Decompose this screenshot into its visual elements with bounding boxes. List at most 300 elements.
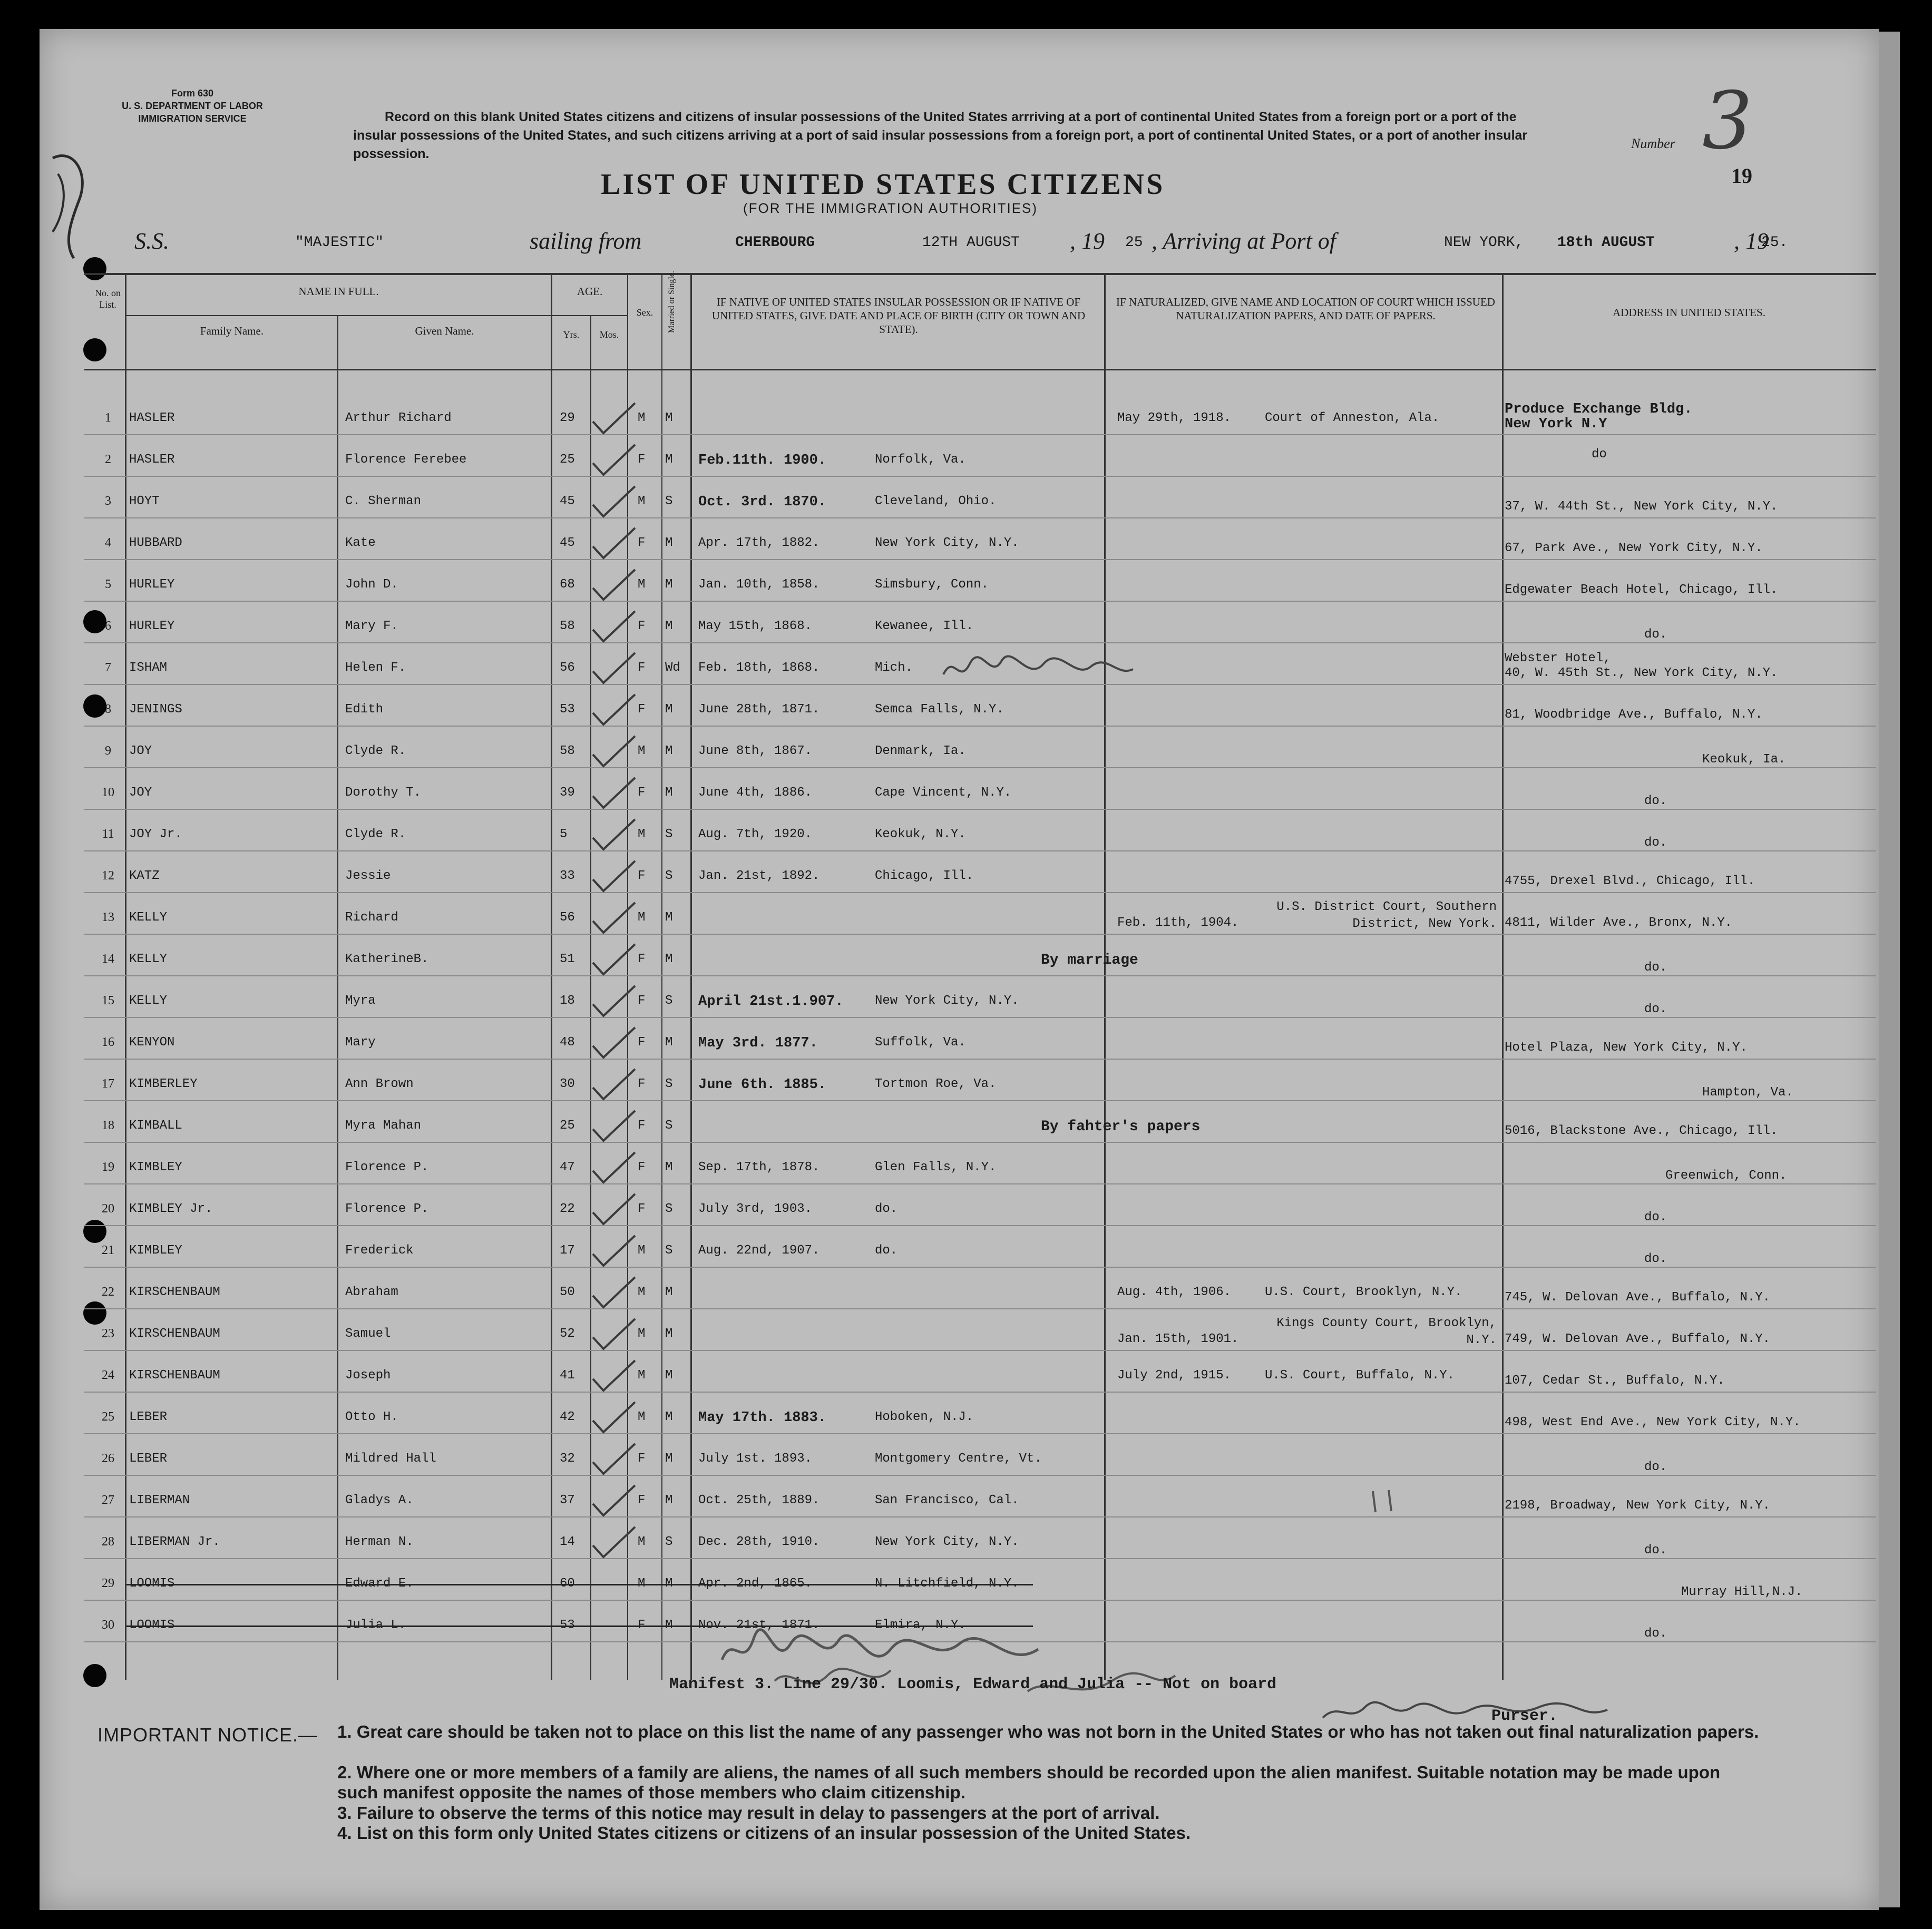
family-name: KIMBLEY [129, 1243, 182, 1258]
naturalization-date: July 2nd, 1915. [1117, 1368, 1232, 1383]
sex: F [638, 1202, 646, 1216]
row-number: 28 [102, 1535, 114, 1549]
address-line-1: do [1592, 447, 1607, 462]
given-name: C. Sherman [345, 494, 422, 508]
header-name-in-full: NAME IN FULL. [298, 285, 379, 298]
row-number: 9 [105, 744, 111, 758]
sex: F [638, 869, 646, 883]
birth-date: Jan. 21st, 1892. [698, 869, 820, 883]
given-name: John D. [345, 577, 398, 592]
arriving-label: , Arriving at Port of [1152, 228, 1336, 254]
check-mark [590, 692, 638, 729]
row-number: 19 [102, 1160, 114, 1174]
marital-status: S [665, 494, 673, 508]
given-name: KatherineB. [345, 952, 429, 966]
name-subheader-rule [126, 315, 551, 316]
sex: F [638, 702, 646, 717]
family-name: ISHAM [129, 661, 168, 675]
family-name: KIMBLEY [129, 1160, 182, 1174]
naturalization-date: Aug. 4th, 1906. [1117, 1285, 1232, 1299]
marital-status: S [665, 1535, 673, 1549]
check-mark [590, 942, 638, 978]
check-mark [590, 1524, 638, 1561]
age-years: 17 [560, 1243, 575, 1258]
address-line-1: Edgewater Beach Hotel, Chicago, Ill. [1505, 583, 1778, 597]
given-name: Gladys A. [345, 1493, 414, 1507]
age-years: 52 [560, 1327, 575, 1341]
birth-place: San Francisco, Cal. [875, 1493, 1019, 1507]
age-years: 33 [560, 869, 575, 883]
given-name: Myra [345, 994, 376, 1008]
marital-status: M [665, 1410, 673, 1424]
birth-place: Suffolk, Va. [875, 1035, 966, 1050]
birth-date: June 4th, 1886. [698, 786, 813, 800]
arrival-year: 25. [1761, 234, 1788, 251]
address-line-1: 2198, Broadway, New York City, N.Y. [1505, 1499, 1771, 1513]
age-years: 14 [560, 1535, 575, 1549]
age-years: 5 [560, 827, 568, 841]
check-mark [590, 1191, 638, 1228]
given-name: Florence Ferebee [345, 453, 467, 467]
row-number: 12 [102, 869, 114, 883]
header-married-single: Married or Single. [667, 271, 676, 333]
ship-name: "MAJESTIC" [295, 234, 384, 251]
address-line-1: 107, Cedar St., Buffalo, N.Y. [1505, 1374, 1725, 1388]
table-row-rule [84, 1059, 1876, 1060]
sex: F [638, 1493, 646, 1507]
row-number: 3 [105, 494, 111, 508]
family-name: KIRSCHENBAUM [129, 1285, 220, 1299]
naturalization-date: May 29th, 1918. [1117, 411, 1232, 425]
birth-place: Hoboken, N.J. [875, 1410, 974, 1424]
check-mark [590, 775, 638, 812]
given-name: Herman N. [345, 1535, 414, 1549]
family-name: KIMBLEY Jr. [129, 1202, 213, 1216]
birth-place: Keokuk, N.Y. [875, 827, 966, 841]
given-name: Otto H. [345, 1410, 398, 1424]
header-naturalization: IF NATURALIZED, GIVE NAME AND LOCATION OF COURT WHICH ISSUED NATURALIZATION PAPERS, AND DATE OF PAPERS. [1116, 296, 1495, 322]
table-row-rule [84, 1475, 1876, 1476]
naturalization-date: Feb. 11th, 1904. [1117, 916, 1239, 930]
handwritten-signature [711, 1612, 1186, 1718]
header-months: Mos. [599, 329, 619, 340]
marital-status: M [665, 453, 673, 467]
birth-place: New York City, N.Y. [875, 1535, 1019, 1549]
check-mark [590, 1399, 638, 1436]
given-name: Arthur Richard [345, 411, 452, 425]
header-number: No. on List. [95, 288, 121, 310]
table-row-rule [84, 850, 1876, 851]
marital-status: M [665, 1368, 673, 1383]
family-name: KELLY [129, 910, 168, 925]
age-years: 58 [560, 619, 575, 633]
age-years: 42 [560, 1410, 575, 1424]
check-mark [590, 650, 638, 687]
departure-port: CHERBOURG [735, 234, 815, 251]
form-number: Form 630 [171, 88, 214, 99]
table-row-rule [84, 434, 1876, 435]
address-line-1: do. [1644, 1543, 1667, 1558]
row-number: 14 [102, 952, 114, 966]
row-number: 8 [105, 702, 111, 716]
sex: F [638, 661, 646, 675]
marital-status: S [665, 1243, 673, 1258]
sex: M [638, 577, 646, 592]
service-name: IMMIGRATION SERVICE [138, 113, 247, 124]
handwritten-annotation-row7 [938, 648, 1138, 690]
birth-date: June 6th. 1885. [698, 1077, 827, 1093]
age-years: 25 [560, 1119, 575, 1133]
row-number: 1 [105, 411, 111, 425]
check-mark [590, 1150, 638, 1187]
back-page-edge [1879, 32, 1900, 1907]
sex: F [638, 1160, 646, 1174]
row-number: 11 [102, 827, 114, 841]
check-mark [590, 1483, 638, 1520]
row-number: 23 [102, 1327, 114, 1340]
address-line-1: Produce Exchange Bldg. [1505, 402, 1693, 417]
address-line-1: Greenwich, Conn. [1665, 1169, 1787, 1183]
col-divider [1104, 273, 1106, 1680]
family-name: HASLER [129, 453, 175, 467]
address-line-1: 5016, Blackstone Ave., Chicago, Ill. [1505, 1124, 1778, 1138]
notice-item-1: 1. Great care should be taken not to place on this list the name of any passenger who was not born in the United States or who has not taken out final naturalization papers. [337, 1722, 1759, 1741]
age-years: 47 [560, 1160, 575, 1174]
given-name: Clyde R. [345, 827, 406, 841]
birth-place: Mich. [875, 661, 913, 675]
marital-status: Wd [665, 661, 680, 675]
check-mark [590, 442, 638, 479]
row-number: 27 [102, 1493, 114, 1507]
row-number: 5 [105, 577, 111, 591]
sex: F [638, 453, 646, 467]
handwritten-margin-mark [42, 142, 100, 263]
marital-status: S [665, 1202, 673, 1216]
row-number: 21 [102, 1243, 114, 1257]
birth-date: Dec. 28th, 1910. [698, 1535, 820, 1549]
marital-status: M [665, 1160, 673, 1174]
marital-status: M [665, 577, 673, 592]
marital-status: S [665, 869, 673, 883]
family-name: LEBER [129, 1410, 168, 1424]
given-name: Frederick [345, 1243, 414, 1258]
manifest-note: Manifest 3. Line 29/30. Loomis, Edward and Julia -- Not on board [669, 1676, 1277, 1693]
page-title: LIST OF UNITED STATES CITIZENS [601, 168, 1165, 201]
family-name: HURLEY [129, 577, 175, 592]
given-name: Joseph [345, 1368, 391, 1383]
given-name: Mildred Hall [345, 1452, 436, 1466]
table-row-rule [84, 1433, 1876, 1434]
given-name: Florence P. [345, 1160, 429, 1174]
header-years: Yrs. [563, 329, 580, 340]
birth-date: Aug. 7th, 1920. [698, 827, 813, 841]
birth-date: May 15th, 1868. [698, 619, 813, 633]
birth-date: Apr. 17th, 1882. [698, 536, 820, 550]
table-row-rule [84, 892, 1876, 893]
row-number: 30 [102, 1618, 114, 1632]
marital-status: M [665, 1493, 673, 1507]
given-name: Mary F. [345, 619, 398, 633]
birth-date: May 17th. 1883. [698, 1410, 827, 1426]
sex: M [638, 910, 646, 925]
family-name: JOY Jr. [129, 827, 182, 841]
naturalization-court: U.S. Court, Buffalo, N.Y. [1265, 1368, 1455, 1383]
given-name: Florence P. [345, 1202, 429, 1216]
number-label: Number [1631, 136, 1675, 151]
table-row-rule [84, 642, 1876, 643]
table-row-rule [84, 1183, 1876, 1184]
address-line-1: 4811, Wilder Ave., Bronx, N.Y. [1505, 916, 1733, 930]
notice-item-4: 4. List on this form only United States citizens or citizens of an insular possession of the United States. [337, 1823, 1191, 1843]
address-line-1: 749, W. Delovan Ave., Buffalo, N.Y. [1505, 1332, 1771, 1346]
naturalization-court: Court of Anneston, Ala. [1265, 411, 1440, 425]
table-row-rule [84, 476, 1876, 477]
address-line-1: 37, W. 44th St., New York City, N.Y. [1505, 500, 1778, 514]
age-years: 45 [560, 536, 575, 550]
sex: F [638, 994, 646, 1008]
address-line-1: 745, W. Delovan Ave., Buffalo, N.Y. [1505, 1290, 1771, 1305]
sex: F [638, 619, 646, 633]
sex: M [638, 1535, 646, 1549]
marital-status: M [665, 1285, 673, 1299]
row-number: 20 [102, 1202, 114, 1216]
given-name: Samuel [345, 1327, 391, 1341]
table-row-rule [84, 1516, 1876, 1517]
birth-place: Cleveland, Ohio. [875, 494, 997, 508]
address-line-1: do. [1644, 628, 1667, 642]
sex: M [638, 827, 646, 841]
form-instructions: Record on this blank United States citizens and citizens of insular possessions of the United States arrriving at a port of continental United States from a foreign port or a port of the insular possessions of the United States, and such citizens arriving at a port of said insular possessions from a foreign port, a port of continental United States, or a port of another insular possession. [353, 110, 1528, 161]
check-mark [590, 525, 638, 562]
address-line-2: New York N.Y [1505, 416, 1607, 432]
table-row-rule [84, 517, 1876, 518]
address-line-1: do. [1644, 1627, 1667, 1641]
list-number: 3 [1702, 75, 1753, 167]
ss-label: S.S. [134, 228, 169, 254]
age-years: 56 [560, 910, 575, 925]
address-line-1: 4755, Drexel Blvd., Chicago, Ill. [1505, 874, 1755, 888]
check-mark [590, 983, 638, 1020]
address-line-1: do. [1644, 1460, 1667, 1474]
row-number: 18 [102, 1119, 114, 1132]
sailing-label: sailing from [530, 228, 642, 254]
birth-date: May 3rd. 1877. [698, 1035, 818, 1051]
sex: M [638, 1410, 646, 1424]
birth-place: Denmark, Ia. [875, 744, 966, 758]
check-mark [590, 1108, 638, 1145]
table-row-rule [84, 1308, 1876, 1309]
col-divider [690, 273, 692, 1680]
header-bottom-rule [84, 369, 1876, 370]
sex: F [638, 952, 646, 966]
marital-status: M [665, 411, 673, 425]
marital-status: M [665, 744, 673, 758]
given-name: Myra Mahan [345, 1119, 422, 1133]
check-mark [590, 484, 638, 521]
given-name: Kate [345, 536, 376, 550]
age-years: 37 [560, 1493, 575, 1507]
table-row-rule [84, 1142, 1876, 1143]
sex: M [638, 744, 646, 758]
header-given-name: Given Name. [415, 325, 474, 337]
birth-place: Cape Vincent, N.Y. [875, 786, 1012, 800]
row-number: 6 [105, 619, 111, 633]
row-number: 7 [105, 661, 111, 674]
family-name: KENYON [129, 1035, 175, 1050]
col-divider [661, 273, 662, 1680]
check-mark [590, 400, 638, 437]
birth-date: Jan. 10th, 1858. [698, 577, 820, 592]
notice-item-3: 3. Failure to observe the terms of this notice may result in delay to passengers at the port of arrival. [337, 1803, 1160, 1823]
marital-status: M [665, 619, 673, 633]
table-row-rule [84, 1600, 1876, 1601]
given-name: Clyde R. [345, 744, 406, 758]
table-row-rule [84, 767, 1876, 768]
table-row-rule [84, 1392, 1876, 1393]
address-line-1: 67, Park Ave., New York City, N.Y. [1505, 541, 1763, 555]
family-name: JOY [129, 786, 152, 800]
check-mark [590, 1316, 638, 1353]
check-mark [590, 900, 638, 937]
family-name: KIRSCHENBAUM [129, 1368, 220, 1383]
family-name: LIBERMAN Jr. [129, 1535, 220, 1549]
col-divider [1502, 273, 1504, 1680]
given-name: Edith [345, 702, 384, 717]
sex: F [638, 1452, 646, 1466]
naturalization-court: U.S. District Court, Southern District, New York. [1276, 900, 1497, 931]
age-years: 58 [560, 744, 575, 758]
birth-place: do. [875, 1202, 898, 1216]
address-line-2: 40, W. 45th St., New York City, N.Y. [1505, 666, 1778, 680]
family-name: KIRSCHENBAUM [129, 1327, 220, 1341]
page-subtitle: (FOR THE IMMIGRATION AUTHORITIES) [743, 200, 1038, 216]
table-row-rule [84, 1017, 1876, 1018]
age-years: 68 [560, 577, 575, 592]
row-number: 26 [102, 1452, 114, 1465]
table-row-rule [84, 1558, 1876, 1559]
arrival-port: NEW YORK, [1444, 234, 1524, 251]
strike-through-line [126, 1584, 1033, 1585]
header-sex: Sex. [636, 307, 653, 318]
row-number: 15 [102, 994, 114, 1007]
departure-year-prefix: , 19 [1070, 228, 1105, 254]
table-row-rule [84, 809, 1876, 810]
punch-hole [83, 1220, 106, 1243]
marital-status: S [665, 1077, 673, 1091]
age-years: 30 [560, 1077, 575, 1091]
birth-date: Oct. 3rd. 1870. [698, 494, 827, 510]
check-mark [590, 858, 638, 895]
family-name: KELLY [129, 994, 168, 1008]
check-mark [590, 1025, 638, 1062]
check-mark [590, 1066, 638, 1103]
age-years: 29 [560, 411, 575, 425]
family-name: KATZ [129, 869, 160, 883]
marital-status: M [665, 910, 673, 925]
birth-date: Aug. 22nd, 1907. [698, 1243, 820, 1258]
birth-date: July 1st. 1893. [698, 1452, 813, 1466]
row-number: 29 [102, 1577, 114, 1590]
table-row-rule [84, 1100, 1876, 1101]
age-years: 45 [560, 494, 575, 508]
marital-status: M [665, 702, 673, 717]
address-line-1: do. [1644, 794, 1667, 808]
address-line-1: do. [1644, 961, 1667, 975]
marital-status: M [665, 1327, 673, 1341]
birth-place: Simsbury, Conn. [875, 577, 989, 592]
sex: M [638, 1368, 646, 1383]
family-name: LEBER [129, 1452, 168, 1466]
row-number: 17 [102, 1077, 114, 1091]
birth-place: Semca Falls, N.Y. [875, 702, 1004, 717]
age-years: 18 [560, 994, 575, 1008]
family-name: JOY [129, 744, 152, 758]
marital-status: M [665, 1452, 673, 1466]
punch-hole [83, 1664, 106, 1687]
age-years: 41 [560, 1368, 575, 1383]
address-line-1: do. [1644, 1002, 1667, 1016]
check-mark [590, 1233, 638, 1270]
address-line-1: Hampton, Va. [1702, 1085, 1793, 1100]
birth-date: Feb.11th. 1900. [698, 453, 827, 468]
address-line-1: 81, Woodbridge Ave., Buffalo, N.Y. [1505, 708, 1763, 722]
birth-date: July 3rd, 1903. [698, 1202, 813, 1216]
row-number: 25 [102, 1410, 114, 1424]
sex: M [638, 1243, 646, 1258]
departure-year: 25 [1125, 234, 1143, 251]
family-name: HASLER [129, 411, 175, 425]
header-family-name: Family Name. [200, 325, 264, 337]
table-row-rule [84, 726, 1876, 727]
birth-place: do. [875, 1243, 898, 1258]
marital-status: M [665, 786, 673, 800]
given-name: Jessie [345, 869, 391, 883]
address-line-1: Murray Hill,N.J. [1681, 1585, 1803, 1599]
address-line-1: do. [1644, 836, 1667, 850]
age-years: 22 [560, 1202, 575, 1216]
address-line-1: do. [1644, 1252, 1667, 1266]
row-number: 24 [102, 1368, 114, 1382]
table-row-rule [84, 1350, 1876, 1351]
age-years: 50 [560, 1285, 575, 1299]
naturalization-court: U.S. Court, Brooklyn, N.Y. [1265, 1285, 1462, 1299]
age-years: 25 [560, 453, 575, 467]
check-mark [590, 1275, 638, 1311]
row-number: 2 [105, 453, 111, 466]
marital-status: M [665, 952, 673, 966]
age-years: 39 [560, 786, 575, 800]
sex: M [638, 411, 646, 425]
given-name: Abraham [345, 1285, 398, 1299]
given-name: Mary [345, 1035, 376, 1050]
sex: F [638, 1077, 646, 1091]
punch-hole [83, 338, 106, 361]
notice-heading: IMPORTANT NOTICE.— [97, 1724, 318, 1746]
address-line-1: Keokuk, Ia. [1702, 752, 1786, 767]
row-number: 16 [102, 1035, 114, 1049]
header-birthplace: IF NATIVE OF UNITED STATES INSULAR POSSESSION OR IF NATIVE OF UNITED STATES, GIVE DATE AND PLACE OF BIRTH (CITY OR TOWN AND STATE). [711, 296, 1086, 336]
marital-status: S [665, 994, 673, 1008]
family-name: KELLY [129, 952, 168, 966]
arrival-year-prefix: , 19 [1734, 228, 1769, 254]
marital-status: S [665, 827, 673, 841]
col-divider [125, 273, 126, 1680]
check-mark [590, 817, 638, 854]
given-name: Ann Brown [345, 1077, 414, 1091]
birth-place: Norfolk, Va. [875, 453, 966, 467]
handwritten-tick-mark [1365, 1486, 1407, 1517]
form-identifier [95, 87, 290, 125]
